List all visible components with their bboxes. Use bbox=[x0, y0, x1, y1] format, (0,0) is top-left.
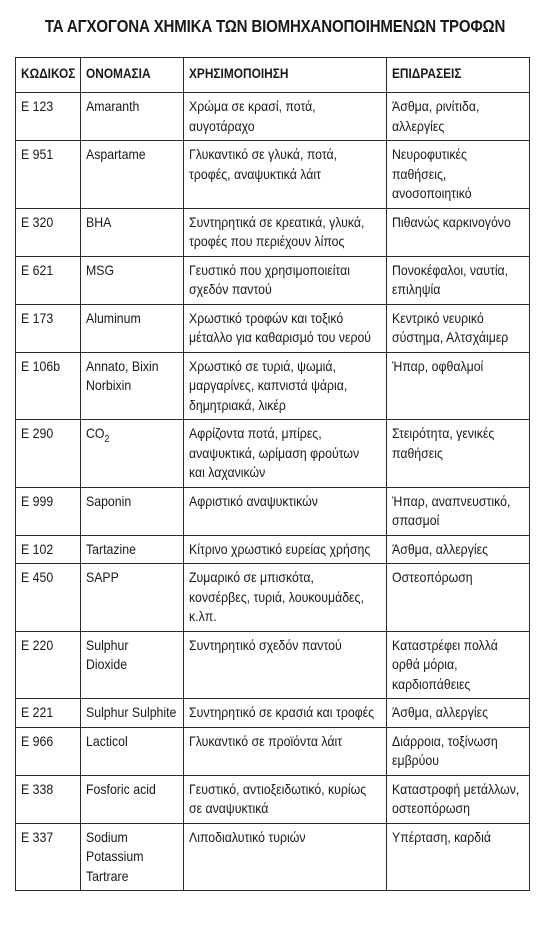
cell-name bbox=[81, 352, 184, 420]
cell-line: Annato, Bixin bbox=[86, 357, 159, 374]
cell-line: E 102 bbox=[21, 540, 54, 557]
cell-line: παθήσεις bbox=[392, 444, 443, 461]
column-header-effects: ΕΠΙΔΡΑΣΕΙΣ bbox=[387, 58, 530, 93]
table-row bbox=[16, 699, 530, 728]
cell-line: Ήπαρ, αναπνευστικό, bbox=[392, 492, 511, 509]
cell-name bbox=[81, 699, 184, 728]
cell-line: Ήπαρ, οφθαλμοί bbox=[392, 357, 484, 374]
cell-line: Πιθανώς καρκινογόνο bbox=[392, 213, 511, 230]
cell-line: Αφρίζοντα ποτά, μπίρες, bbox=[189, 425, 322, 441]
cell-line: E 450 bbox=[21, 569, 54, 585]
table-row bbox=[16, 631, 530, 699]
table-row bbox=[16, 304, 530, 352]
cell-line: Aspartame bbox=[86, 146, 146, 162]
cell-line: Αφριστικό αναψυκτικών bbox=[189, 492, 318, 509]
cell-line: δημητριακά, λικέρ bbox=[189, 396, 286, 413]
cell-effects bbox=[387, 631, 530, 699]
cell-code bbox=[16, 631, 81, 699]
cell-use bbox=[184, 256, 387, 304]
cell-effects bbox=[387, 141, 530, 209]
column-header-name: ΟΝΟΜΑΣΙΑ bbox=[81, 58, 184, 93]
cell-effects bbox=[387, 256, 530, 304]
cell-line: Συντηρητικό σε κρασιά και τροφές bbox=[189, 704, 375, 720]
cell-use bbox=[184, 208, 387, 256]
cell-line: Sulphur bbox=[86, 636, 129, 653]
cell-use bbox=[184, 564, 387, 632]
cell-line: E 966 bbox=[21, 732, 54, 749]
cell-name bbox=[81, 823, 184, 891]
cell-code bbox=[16, 487, 81, 535]
cell-code bbox=[16, 208, 81, 256]
table-row bbox=[16, 487, 530, 535]
cell-effects bbox=[387, 93, 530, 141]
cell-line: E 320 bbox=[21, 213, 54, 230]
cell-line: σχεδόν παντού bbox=[189, 281, 272, 297]
cell-line: Dioxide bbox=[86, 656, 128, 672]
cell-line: MSG bbox=[86, 261, 115, 278]
cell-line: και λαχανικών bbox=[189, 464, 266, 480]
cell-name bbox=[81, 775, 184, 823]
cell-line: E 123 bbox=[21, 98, 54, 114]
cell-code bbox=[16, 699, 81, 728]
cell-use bbox=[184, 141, 387, 209]
cell-line: Amaranth bbox=[86, 98, 140, 114]
cell-use bbox=[184, 93, 387, 141]
cell-line: μέταλλο για καθαρισμό του νερού bbox=[189, 329, 372, 345]
cell-line: Οστεοπόρωση bbox=[392, 569, 473, 585]
table-row bbox=[16, 256, 530, 304]
cell-name bbox=[81, 141, 184, 209]
cell-line: Στειρότητα, γενικές bbox=[392, 425, 495, 441]
page-title: ΤΑ ΑΓΧΟΓΟΝΑ ΧΗΜΙΚΑ ΤΩΝ ΒΙΟΜΗΧΑΝΟΠΟΙΗΜΕΝΩΝ ΤΡΟΦΩΝ bbox=[44, 16, 506, 36]
cell-line: καρδιοπάθειες bbox=[392, 675, 471, 692]
cell-name bbox=[81, 304, 184, 352]
cell-line: Γευστικό, αντιοξειδωτικό, κυρίως bbox=[189, 780, 367, 797]
table-row bbox=[16, 93, 530, 141]
column-header-use: ΧΡΗΣΙΜΟΠΟΙΗΣΗ bbox=[184, 58, 387, 93]
cell-name bbox=[81, 420, 184, 488]
cell-name bbox=[81, 256, 184, 304]
cell-line: ορθά μόρια, bbox=[392, 656, 458, 672]
cell-line: τροφές που περιέχουν λίπος bbox=[189, 233, 345, 249]
cell-use bbox=[184, 420, 387, 488]
cell-line: E 173 bbox=[21, 309, 54, 326]
cell-line: Ζυμαρικό σε μπισκότα, bbox=[189, 569, 314, 585]
cell-line: παθήσεις, bbox=[392, 165, 447, 182]
cell-line: E 338 bbox=[21, 780, 54, 797]
cell-line: Νευροφυτικές bbox=[392, 146, 467, 162]
cell-line: Καταστρέφει πολλά bbox=[392, 636, 498, 653]
cell-code bbox=[16, 564, 81, 632]
cell-name bbox=[81, 93, 184, 141]
cell-line: Χρωστικό τροφών και τοξικό bbox=[189, 309, 344, 326]
cell-line: εμβρύου bbox=[392, 752, 440, 768]
cell-code bbox=[16, 823, 81, 891]
cell-effects bbox=[387, 352, 530, 420]
cell-use bbox=[184, 535, 387, 564]
cell-use bbox=[184, 699, 387, 728]
table-row bbox=[16, 823, 530, 891]
table-row bbox=[16, 352, 530, 420]
cell-line: E 106b bbox=[21, 357, 61, 374]
cell-line: Lacticol bbox=[86, 732, 128, 749]
cell-line: Tartazine bbox=[86, 540, 136, 557]
cell-line: Γλυκαντικό σε προϊόντα λάιτ bbox=[189, 732, 343, 749]
cell-line: Aluminum bbox=[86, 309, 141, 326]
cell-line: Διάρροια, τοξίνωση bbox=[392, 732, 498, 749]
cell-line: SAPP bbox=[86, 569, 119, 585]
cell-line: Κίτρινο χρωστικό ευρείας χρήσης bbox=[189, 540, 371, 557]
cell-line: Άσθμα, ρινίτιδα, bbox=[392, 98, 480, 114]
cell-effects bbox=[387, 535, 530, 564]
cell-line: Potassium bbox=[86, 848, 144, 864]
cell-effects bbox=[387, 727, 530, 775]
cell-effects bbox=[387, 420, 530, 488]
cell-line: σύστημα, Αλτσχάιμερ bbox=[392, 329, 509, 345]
cell-line: αυγοτάραχο bbox=[189, 117, 255, 134]
table-row bbox=[16, 420, 530, 488]
cell-line: αναψυκτικά, ωρίμαση φρούτων bbox=[189, 444, 360, 461]
cell-use bbox=[184, 631, 387, 699]
cell-line: E 951 bbox=[21, 146, 54, 162]
cell-line: Norbixin bbox=[86, 377, 132, 393]
cell-use bbox=[184, 487, 387, 535]
cell-line: Καταστροφή μετάλλων, bbox=[392, 780, 520, 797]
cell-line: σε αναψυκτικά bbox=[189, 800, 269, 816]
table-row bbox=[16, 564, 530, 632]
cell-line: Υπέρταση, καρδιά bbox=[392, 828, 492, 845]
cell-name bbox=[81, 535, 184, 564]
cell-line: Λιποδιαλυτικό τυριών bbox=[189, 828, 306, 845]
cell-line: Fosforic acid bbox=[86, 780, 156, 797]
cell-line: Χρωστικό σε τυριά, ψωμιά, bbox=[189, 357, 336, 374]
cell-line: Γλυκαντικό σε γλυκά, ποτά, bbox=[189, 146, 338, 162]
cell-use bbox=[184, 775, 387, 823]
cell-name bbox=[81, 631, 184, 699]
cell-use bbox=[184, 727, 387, 775]
cell-line: Συντηρητικό σχεδόν παντού bbox=[189, 636, 342, 653]
cell-effects bbox=[387, 304, 530, 352]
cell-line: Άσθμα, αλλεργίες bbox=[392, 540, 489, 557]
cell-effects bbox=[387, 823, 530, 891]
cell-name bbox=[81, 727, 184, 775]
cell-use bbox=[184, 304, 387, 352]
cell-use bbox=[184, 352, 387, 420]
cell-line: τροφές, αναψυκτικά λάιτ bbox=[189, 165, 321, 182]
cell-line: μαργαρίνες, καπνιστά ψάρια, bbox=[189, 377, 348, 393]
table-row bbox=[16, 208, 530, 256]
cell-line: Κεντρικό νευρικό bbox=[392, 309, 484, 326]
cell-line: Πονοκέφαλοι, ναυτία, bbox=[392, 261, 509, 278]
cell-line: E 337 bbox=[21, 828, 54, 845]
cell-line: Sulphur Sulphite bbox=[86, 704, 177, 720]
cell-line: BHA bbox=[86, 213, 112, 230]
cell-code bbox=[16, 256, 81, 304]
cell-line: Άσθμα, αλλεργίες bbox=[392, 704, 489, 720]
cell-line: Saponin bbox=[86, 492, 132, 509]
cell-code bbox=[16, 775, 81, 823]
cell-effects bbox=[387, 775, 530, 823]
cell-line: E 999 bbox=[21, 492, 54, 509]
cell-name bbox=[81, 564, 184, 632]
cell-code bbox=[16, 420, 81, 488]
cell-effects bbox=[387, 487, 530, 535]
table-row bbox=[16, 775, 530, 823]
table-row bbox=[16, 727, 530, 775]
cell-line: E 290 bbox=[21, 425, 54, 441]
table-row bbox=[16, 141, 530, 209]
table-header-row bbox=[16, 58, 530, 93]
cell-line: Sodium bbox=[86, 828, 128, 845]
cell-line: E 221 bbox=[21, 704, 54, 720]
cell-line: ανοσοποιητικό bbox=[392, 185, 472, 201]
formula-subscript: 2 bbox=[104, 433, 110, 445]
column-header-code: ΚΩΔΙΚΟΣ bbox=[16, 58, 81, 93]
cell-code bbox=[16, 93, 81, 141]
cell-line: σπασμοί bbox=[392, 512, 440, 528]
cell-effects bbox=[387, 699, 530, 728]
cell-line: E 220 bbox=[21, 636, 54, 653]
cell-line: Συντηρητικά σε κρεατικά, γλυκά, bbox=[189, 213, 365, 230]
cell-code bbox=[16, 141, 81, 209]
cell-name bbox=[81, 487, 184, 535]
cell-line: Γευστικό που χρησιμοποιείται bbox=[189, 261, 350, 278]
cell-line: οστεοπόρωση bbox=[392, 800, 470, 816]
cell-line: κονσέρβες, τυριά, λουκουμάδες, bbox=[189, 588, 364, 605]
cell-effects bbox=[387, 208, 530, 256]
cell-use bbox=[184, 823, 387, 891]
cell-code bbox=[16, 352, 81, 420]
cell-code bbox=[16, 535, 81, 564]
cell-line: E 621 bbox=[21, 261, 54, 278]
cell-line: Tartrare bbox=[86, 867, 129, 884]
cell-line: επιληψία bbox=[392, 281, 441, 297]
table-body bbox=[16, 93, 530, 891]
cell-line: Χρώμα σε κρασί, ποτά, bbox=[189, 98, 316, 114]
cell-code bbox=[16, 727, 81, 775]
additives-table bbox=[15, 57, 530, 891]
cell-effects bbox=[387, 564, 530, 632]
cell-code bbox=[16, 304, 81, 352]
table-row bbox=[16, 535, 530, 564]
chemical-formula: CO bbox=[86, 425, 105, 441]
cell-line: αλλεργίες bbox=[392, 117, 445, 134]
cell-line: κ.λπ. bbox=[189, 608, 217, 624]
cell-name bbox=[81, 208, 184, 256]
